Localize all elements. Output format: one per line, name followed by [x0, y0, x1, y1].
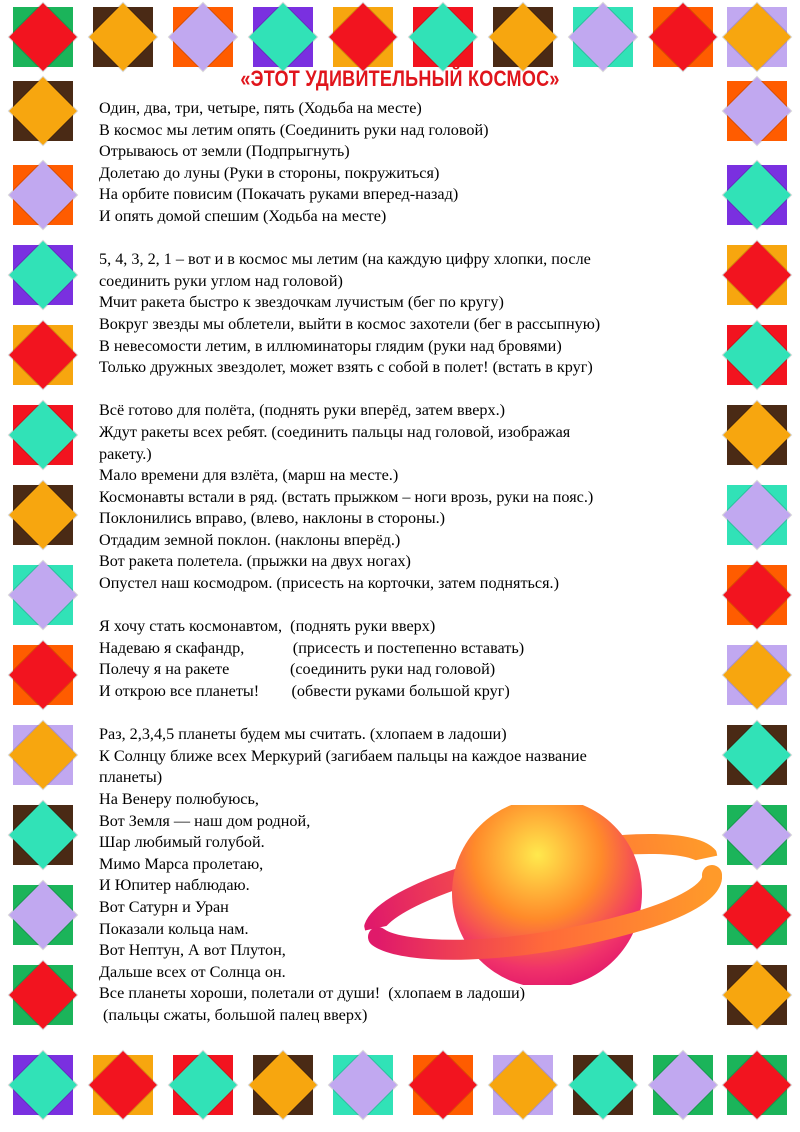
border-tile: [488, 1050, 558, 1120]
border-tile: [722, 720, 792, 790]
border-tile: [8, 320, 78, 390]
border-tile: [8, 720, 78, 790]
border-tile: [8, 400, 78, 470]
poem-line: Мчит ракета быстро к звездочкам лучистым (бег по кругу): [99, 293, 504, 312]
border-tile: [8, 240, 78, 310]
border-tile: [722, 1050, 792, 1120]
poem-line: Я хочу стать космонавтом, (поднять руки вверх): [99, 617, 436, 636]
border-tile: [648, 1050, 718, 1120]
stanza: [99, 616, 689, 702]
poem-line: ракету.): [99, 444, 152, 463]
poem-line: На Венеру полюбуюсь,: [99, 790, 259, 808]
border-tile: [722, 960, 792, 1030]
border-tile: [248, 1050, 318, 1120]
poem-line: Полечу я на ракете (соединить руки над головой): [99, 660, 496, 679]
border-tile: [568, 2, 638, 72]
border-tile: [88, 2, 158, 72]
border-tile: [722, 400, 792, 470]
poem-line: Вот Сатурн и Уран: [99, 897, 229, 916]
saturn-planet-illustration: [362, 805, 722, 985]
poem-line: На орбите повисим (Покачать руками вперед-назад): [99, 185, 459, 204]
border-tile: [722, 76, 792, 146]
poem-line: Мало времени для взлёта, (марш на месте.): [99, 466, 399, 485]
poem-line: соединить руки углом над головой): [99, 271, 343, 290]
border-tile: [8, 880, 78, 950]
poem-line: Долетаю до луны (Руки в стороны, покружиться): [99, 163, 440, 182]
poem-line: Отрываюсь от земли (Подпрыгнуть): [99, 142, 350, 161]
poem-line: 5, 4, 3, 2, 1 – вот и в космос мы летим (на каждую цифру хлопки, после: [99, 250, 591, 269]
border-tile: [648, 2, 718, 72]
poem-line: Дальше всех от Солнца он.: [99, 962, 286, 981]
border-tile: [248, 2, 318, 72]
poem-line: К Солнцу ближе всех Меркурий (загибаем пальцы на каждое название: [99, 746, 587, 765]
border-tile: [8, 560, 78, 630]
border-tile: [722, 240, 792, 310]
border-tile: [722, 480, 792, 550]
border-tile: [722, 2, 792, 72]
border-tile: [722, 640, 792, 710]
poem-line: И открою все планеты! (обвести руками большой круг): [99, 682, 510, 701]
border-tile: [722, 800, 792, 870]
poem-line: Один, два, три, четыре, пять (Ходьба на месте): [99, 99, 422, 117]
poem-line: (пальцы сжаты, большой палец вверх): [99, 1005, 368, 1024]
border-tile: [8, 76, 78, 146]
poem-line: И Юпитер наблюдаю.: [99, 876, 250, 895]
poem-line: Всё готово для полёта, (поднять руки вперёд, затем вверх.): [99, 401, 506, 420]
poem-line: Показали кольца нам.: [99, 919, 249, 938]
border-tile: [8, 960, 78, 1030]
border-tile: [8, 480, 78, 550]
poem-line: Только дружных звездолет, может взять с собой в полет! (встать в круг): [99, 358, 593, 377]
stanza: [99, 400, 689, 594]
stanza: [99, 98, 689, 228]
poem-line: И опять домой спешим (Ходьба на месте): [99, 206, 387, 225]
border-tile: [722, 160, 792, 230]
border-tile: [408, 1050, 478, 1120]
poem-line: Ждут ракеты всех ребят. (соединить пальцы над головой, изображая: [99, 422, 571, 441]
poem-line: Раз, 2,3,4,5 планеты будем мы считать. (хлопаем в ладоши): [99, 725, 507, 744]
border-tile: [722, 880, 792, 950]
poem-line: Поклонились вправо, (влево, наклоны в стороны.): [99, 509, 446, 528]
poem-line: Опустел наш космодром. (присесть на корточки, затем подняться.): [99, 574, 559, 593]
border-tile: [328, 2, 398, 72]
poem-line: Вокруг звезды мы облетели, выйти в космос захотели (бег в рассыпную): [99, 314, 601, 333]
border-tile: [8, 800, 78, 870]
page-title: «ЭТОТ УДИВИТЕЛЬНЫЙ КОСМОС»: [240, 66, 560, 91]
border-tile: [722, 320, 792, 390]
border-tile: [328, 1050, 398, 1120]
poem-line: Мимо Марса пролетаю,: [99, 854, 264, 873]
border-tile: [88, 1050, 158, 1120]
poem-line: В космос мы летим опять (Соединить руки над головой): [99, 120, 489, 139]
border-tile: [8, 2, 78, 72]
border-tile: [168, 1050, 238, 1120]
poem-line: Шар любимый голубой.: [99, 833, 265, 852]
border-tile: [8, 640, 78, 710]
poem-line: Надеваю я скафандр, (присесть и постепенно вставать): [99, 638, 525, 657]
border-tile: [568, 1050, 638, 1120]
border-tile: [8, 1050, 78, 1120]
border-tile: [722, 560, 792, 630]
poem-line: планеты): [99, 768, 163, 787]
border-tile: [8, 160, 78, 230]
poem-line: Космонавты встали в ряд. (встать прыжком – ноги врозь, руки на пояс.): [99, 487, 594, 506]
poem-line: Вот Земля — наш дом родной,: [99, 811, 311, 830]
border-tile: [488, 2, 558, 72]
poem-line: Все планеты хороши, полетали от души! (хлопаем в ладоши): [99, 984, 526, 1003]
poem-line: Отдадим земной поклон. (наклоны вперёд.): [99, 530, 401, 549]
poem-line: Вот ракета полетела. (прыжки на двух ногах): [99, 552, 411, 571]
poem-line: В невесомости летим, в иллюминаторы глядим (руки над бровями): [99, 336, 562, 355]
stanza: [99, 249, 689, 379]
border-tile: [168, 2, 238, 72]
poem-line: Вот Нептун, А вот Плутон,: [99, 941, 286, 960]
border-tile: [408, 2, 478, 72]
